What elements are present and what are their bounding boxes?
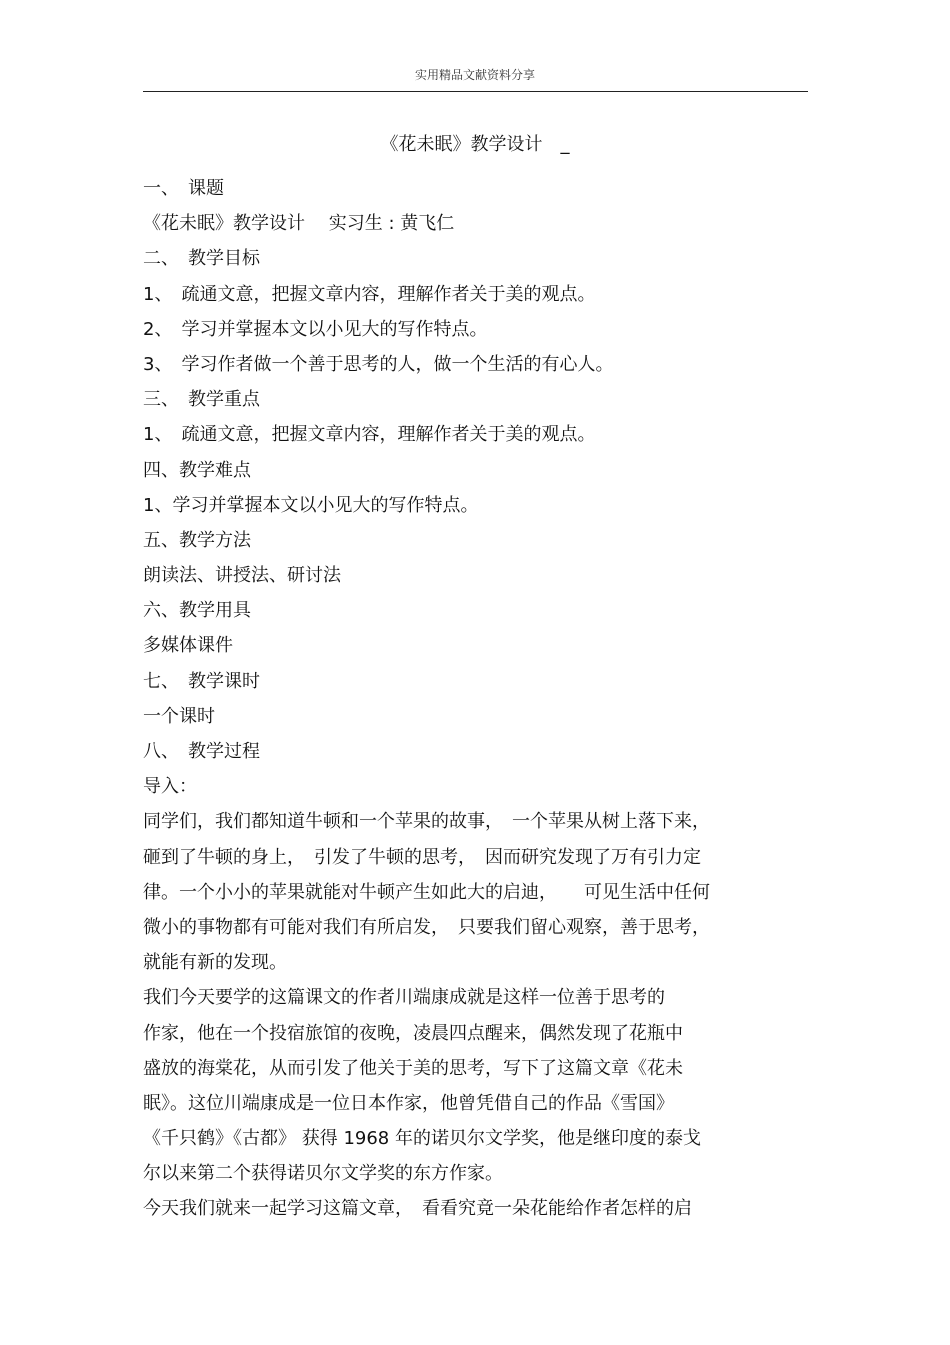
section-heading-key-points: 三、 教学重点	[143, 389, 260, 411]
intro-label: 导入：	[143, 776, 197, 798]
section-heading-goals: 二、 教学目标	[143, 248, 260, 270]
intro-paragraph-newton	[143, 804, 808, 980]
goal-item: 1、 疏通文意，把握文章内容，理解作者关于美的观点。	[143, 283, 596, 305]
periods-line: 一个课时	[143, 705, 215, 727]
section-heading-topic: 一、 课题	[143, 178, 224, 199]
document-body	[143, 171, 808, 1227]
methods-line: 朗读法、讲授法、研讨法	[143, 565, 341, 587]
running-header: 实用精品文献资料分享	[414, 68, 535, 82]
paragraph-line: 我们今天要学的这篇课文的作者川端康成就是这样一位善于思考的	[143, 987, 665, 1009]
section-heading-difficulties: 四、教学难点	[143, 459, 251, 481]
paragraph-line: 今天我们就来一起学习这篇文章， 看看究竟一朵花能给作者怎样的启	[143, 1198, 692, 1220]
paragraph-line: 作家，他在一个投宿旅馆的夜晚，凌晨四点醒来，偶然发现了花瓶中	[143, 1022, 683, 1044]
paragraph-line: 砸到了牛顿的身上， 引发了牛顿的思考， 因而研究发现了万有引力定	[143, 846, 701, 868]
paragraph-line: 微小的事物都有可能对我们有所启发， 只要我们留心观察，善于思考，	[143, 916, 710, 938]
topic-line: 《花未眠》教学设计 实习生 : 黄飞仁	[143, 213, 455, 235]
paragraph-line: 盛放的海棠花，从而引发了他关于美的思考，写下了这篇文章《花未	[143, 1057, 683, 1079]
paragraph-line: 《千只鹤》《古都》 获得 1968 年的诺贝尔文学奖，他是继印度的泰戈	[143, 1128, 701, 1150]
key-point-item: 1、 疏通文意，把握文章内容，理解作者关于美的观点。	[143, 424, 596, 446]
section-heading-periods: 七、 教学课时	[143, 670, 260, 692]
difficulty-item: 1、学习并掌握本文以小见大的写作特点。	[143, 494, 479, 516]
header-rule	[143, 91, 808, 92]
goal-item: 2、 学习并掌握本文以小见大的写作特点。	[143, 318, 488, 340]
tools-line: 多媒体课件	[143, 635, 233, 657]
section-heading-process: 八、 教学过程	[143, 741, 260, 762]
paragraph-line: 就能有新的发现。	[143, 952, 287, 974]
intro-paragraph-today	[143, 1191, 808, 1226]
goal-item: 3、 学习作者做一个善于思考的人，做一个生活的有心人。	[143, 353, 614, 375]
section-heading-tools: 六、教学用具	[143, 600, 251, 622]
paragraph-line: 眠》。这位川端康成是一位日本作家，他曾凭借自己的作品《雪国》	[143, 1092, 674, 1114]
paragraph-line: 尔以来第二个获得诺贝尔文学奖的东方作家。	[143, 1163, 503, 1185]
paragraph-line: 律。一个小小的苹果就能对牛顿产生如此大的启迪， 可见生活中任何	[143, 881, 710, 903]
intro-paragraph-author	[143, 980, 808, 1191]
document-title: 《花未眠》教学设计 _	[380, 134, 570, 155]
section-heading-methods: 五、教学方法	[143, 529, 251, 551]
paragraph-line: 同学们，我们都知道牛顿和一个苹果的故事， 一个苹果从树上落下来，	[143, 811, 710, 833]
